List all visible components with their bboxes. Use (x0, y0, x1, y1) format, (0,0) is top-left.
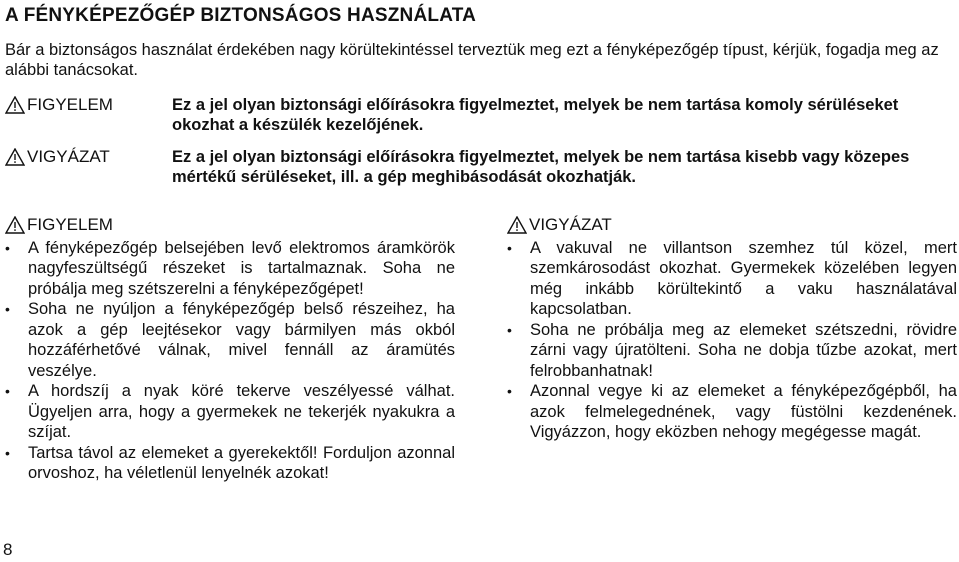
page-title: A FÉNYKÉPEZŐGÉP BIZTONSÁGOS HASZNÁLATA (5, 5, 477, 26)
warning-triangle-icon (5, 148, 25, 166)
list-item (5, 443, 455, 484)
bullet: • (5, 301, 10, 317)
definition-label-text: VIGYÁZAT (27, 147, 110, 166)
definition-label (5, 95, 113, 115)
definition-text: Ez a jel olyan biztonsági előírásokra figyelmeztet, melyek be nem tartása komoly sérüléseket okozhat a készülék kezelőjének. (172, 96, 899, 134)
section-heading-vigyazat (507, 215, 957, 236)
warning-triangle-icon (5, 216, 25, 234)
section-heading-text: VIGYÁZAT (529, 215, 612, 234)
bullet: • (507, 383, 512, 399)
definition-label (5, 147, 110, 167)
page-number: 8 (3, 540, 13, 559)
bullet: • (5, 239, 10, 256)
bullet: • (507, 239, 512, 256)
warning-triangle-icon (507, 216, 527, 234)
list-item-text: A fényképezőgép belsejében levő elektromos áramkörök nagyfeszültségű részeket is tartalmaznak. Soha ne próbálja meg szétszerelni a fényképezőgépet! (28, 238, 455, 298)
list-item-text: A vakuval ne villantson szemhez túl közel, mert szemkárosodást okozhat. Gyermekek közelében legyen még inkább körültekintő a vaku használatával kapcsolatban. (530, 238, 957, 318)
bullet: • (5, 444, 10, 461)
list-item (5, 238, 455, 300)
list-item-text: A hordszíj a nyak köré tekerve veszélyessé válhat. Ügyeljen arra, hogy a gyermekek ne tekerjék nyakukra a szíjat. (28, 382, 455, 441)
left-column (5, 215, 455, 484)
definition-label-text: FIGYELEM (27, 95, 113, 114)
bullet: • (5, 383, 10, 399)
list-item (507, 381, 957, 443)
list-item-text: Azonnal vegye ki az elemeket a fényképezőgépből, ha azok felmelegednének, vagy füstölni kezdenének. Vigyázzon, hogy eközben nehogy megégesse magát. (530, 382, 957, 441)
right-column (507, 215, 957, 443)
list-item-text: Soha ne próbálja meg az elemeket szétszedni, rövidre zárni vagy újratölteni. Soha ne dobja tűzbe azokat, mert felrobbanhatnak! (530, 320, 957, 380)
list-item (5, 381, 455, 443)
list-item (507, 238, 957, 320)
intro-paragraph: Bár a biztonságos használat érdekében nagy körültekintéssel terveztük meg ezt a fényképezőgép típust, kérjük, fogadja meg az alábbi tanácsokat. (5, 41, 939, 79)
warning-list (5, 238, 455, 484)
section-heading-text: FIGYELEM (27, 215, 113, 234)
list-item (507, 320, 957, 382)
definition-text: Ez a jel olyan biztonsági előírásokra figyelmeztet, melyek be nem tartása kisebb vagy közepes mértékű sérüléseket, ill. a gép meghibásodását okozhatják. (172, 148, 910, 186)
caution-list (507, 238, 957, 443)
section-heading-figyelem (5, 215, 455, 236)
warning-triangle-icon (5, 96, 25, 114)
bullet: • (507, 321, 512, 338)
list-item-text: Tartsa távol az elemeket a gyerekektől! Forduljon azonnal orvoshoz, ha véletlenül lenyelnék azokat! (28, 443, 455, 482)
list-item-text: Soha ne nyúljon a fényképezőgép belső részeihez, ha azok a gép leejtésekor vagy bármilyen más okból hozzáférhetővé válnak, mivel fennáll az áramütés veszélye. (28, 300, 455, 380)
list-item (5, 299, 455, 381)
